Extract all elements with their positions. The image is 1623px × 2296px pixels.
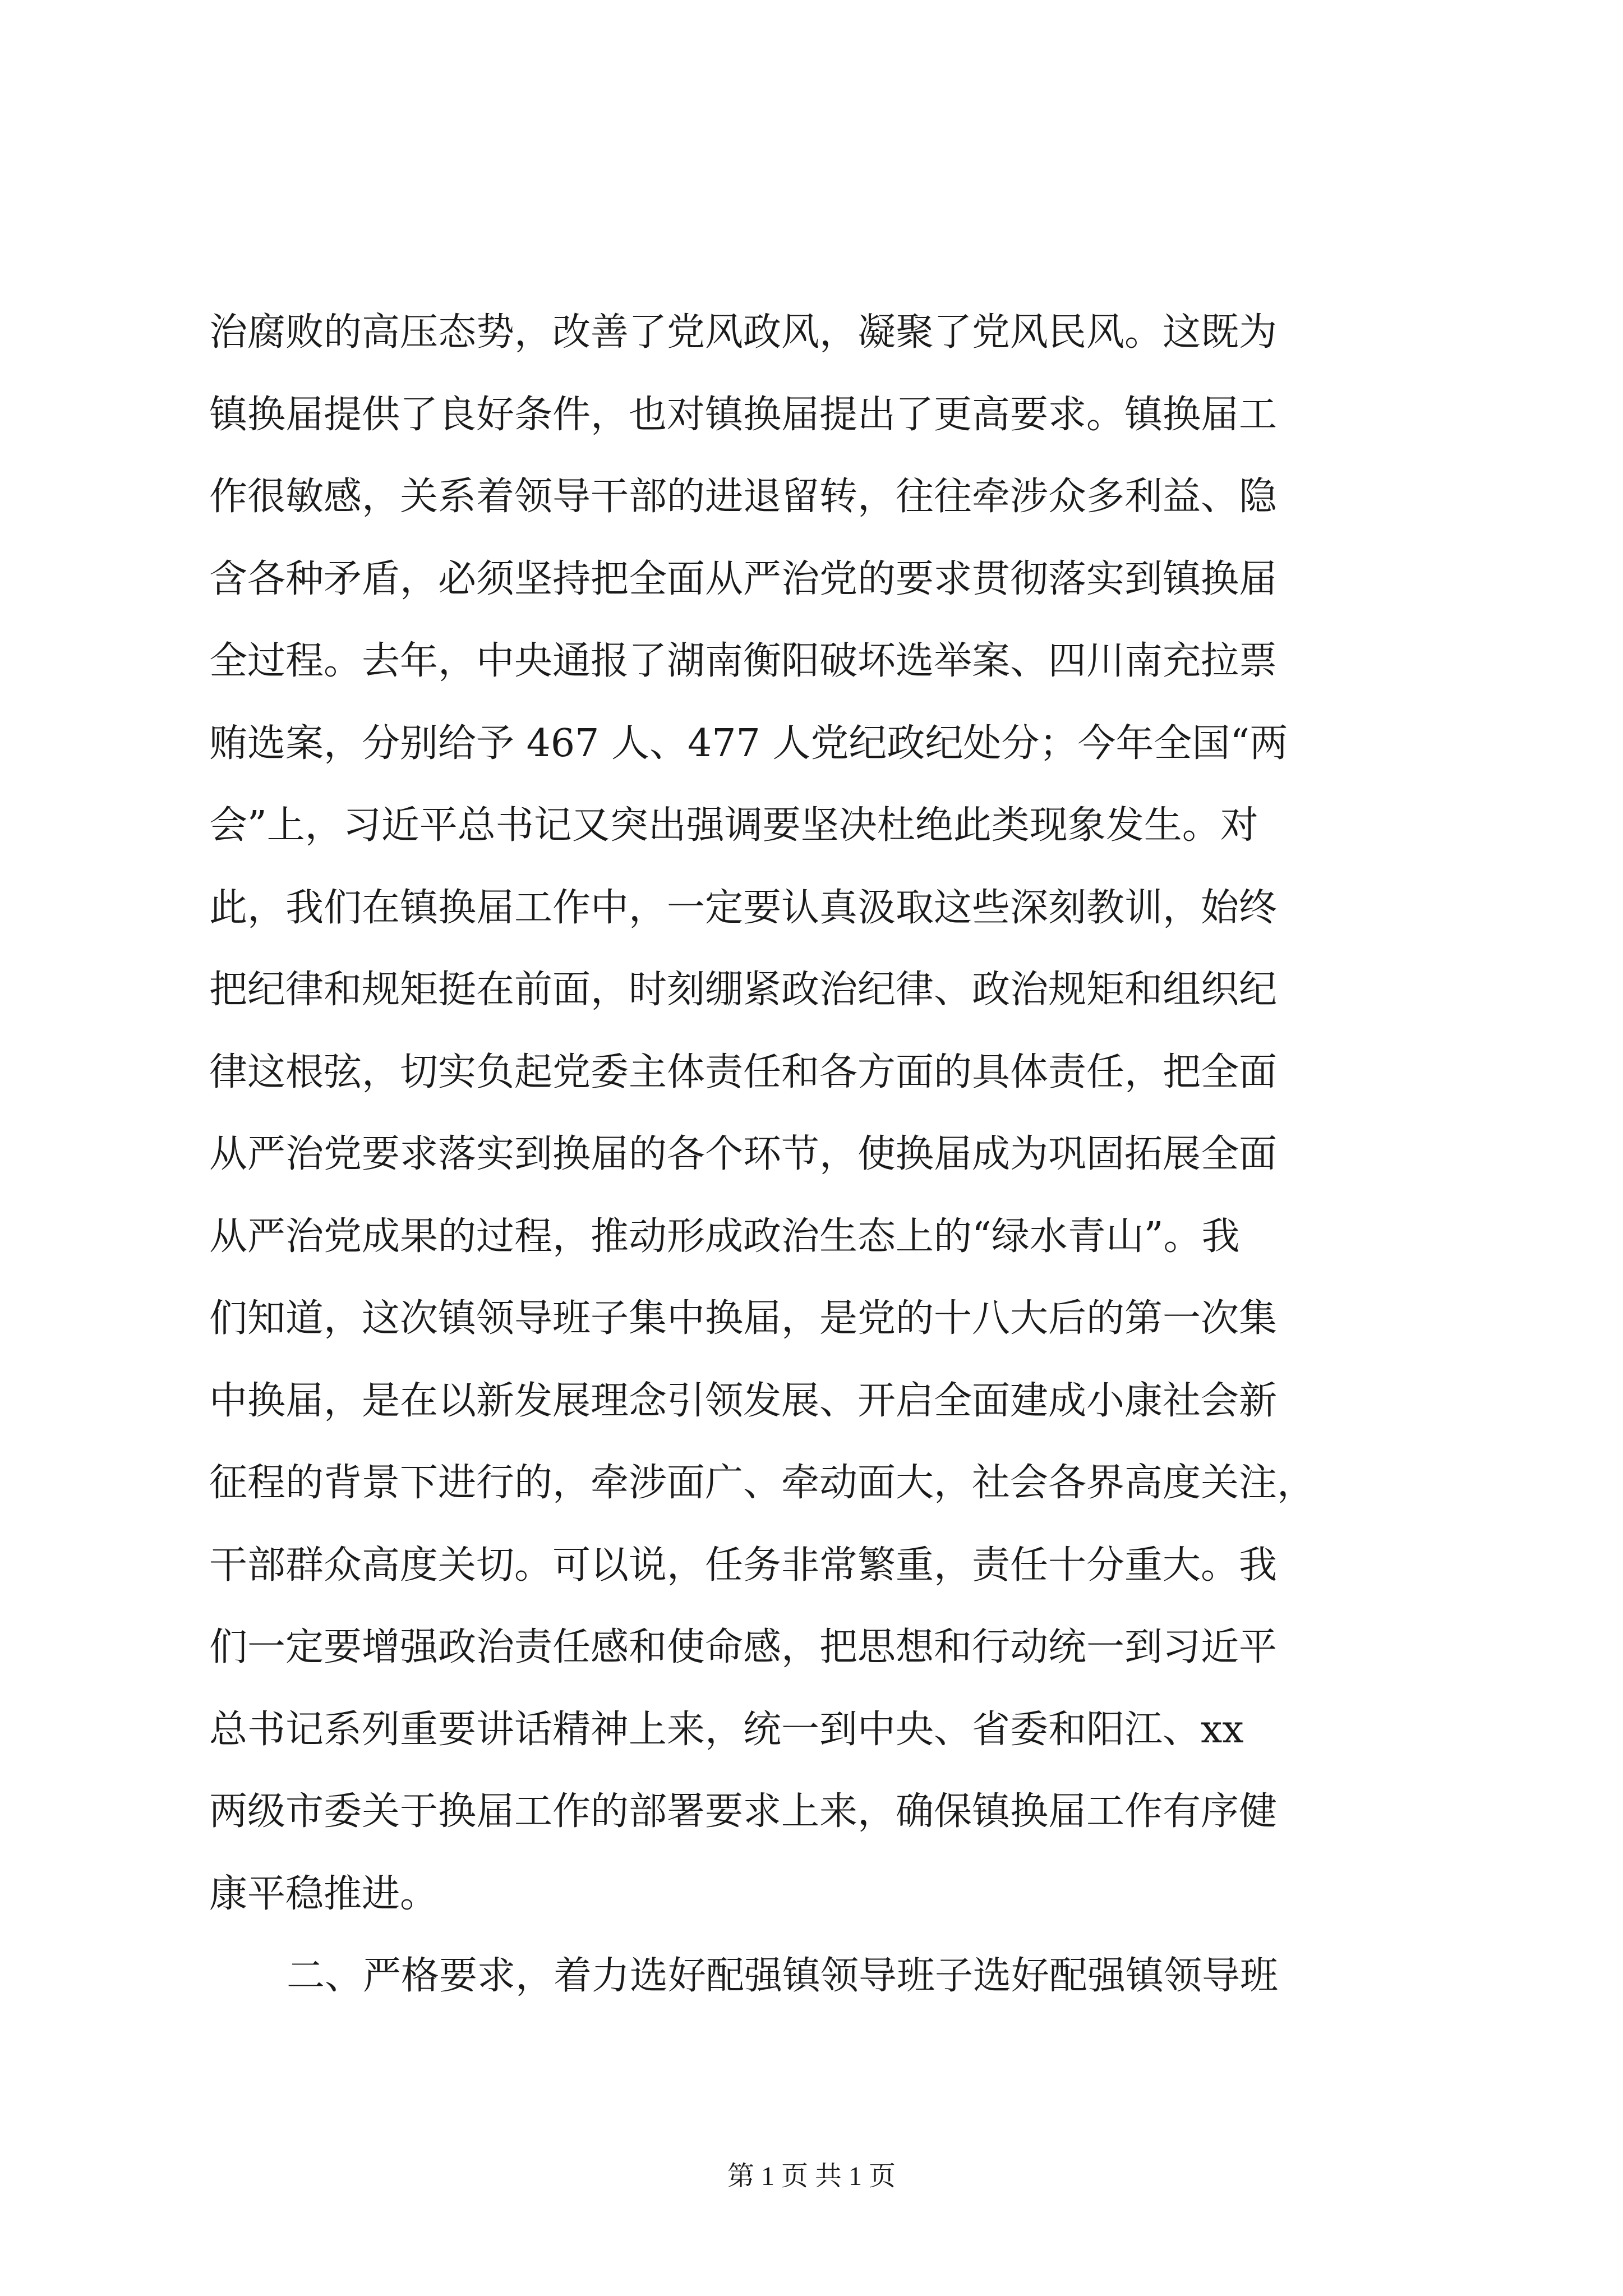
- text-line: 全过程。去年，中央通报了湖南衡阳破坏选举案、四川南充拉票: [209, 639, 1278, 683]
- text-line: 从严治党要求落实到换届的各个环节，使换届成为巩固拓展全面: [209, 1132, 1278, 1176]
- text-line: 干部群众高度关切。可以说，任务非常繁重，责任十分重大。我: [209, 1543, 1278, 1588]
- text-line: 两级市委关于换届工作的部署要求上来，确保镇换届工作有序健: [209, 1789, 1278, 1834]
- text-line: 此，我们在镇换届工作中，一定要认真汲取这些深刻教训，始终: [209, 885, 1278, 930]
- text-line: 治腐败的高压态势，改善了党风政风，凝聚了党风民风。这既为: [209, 310, 1278, 355]
- text-line: 征程的背景下进行的，牵涉面广、牵动面大，社会各界高度关注，: [209, 1461, 1316, 1505]
- section-heading-line: 二、严格要求，着力选好配强镇领导班子选好配强镇领导班: [287, 1954, 1279, 1998]
- text-line: 作很敏感，关系着领导干部的进退留转，往往牵涉众多利益、隐: [209, 475, 1278, 519]
- text-line: 会”上，习近平总书记又突出强调要坚决杜绝此类现象发生。对: [209, 803, 1258, 848]
- body-text: [209, 292, 1415, 2018]
- text-line: 贿选案，分别给予 467 人、477 人党纪政纪处分；今年全国“两: [209, 721, 1288, 766]
- text-line: 康平稳推进。: [209, 1871, 439, 1916]
- text-line: 总书记系列重要讲话精神上来，统一到中央、省委和阳江、xx: [209, 1707, 1244, 1752]
- text-line: 们一定要增强政治责任感和使命感，把思想和行动统一到习近平: [209, 1625, 1278, 1669]
- text-line: 含各种矛盾，必须坚持把全面从严治党的要求贯彻落实到镇换届: [209, 556, 1278, 601]
- text-line: 们知道，这次镇领导班子集中换届，是党的十八大后的第一次集: [209, 1296, 1278, 1341]
- page-footer: [0, 2154, 1623, 2193]
- text-line: 律这根弦，切实负起党委主体责任和各方面的具体责任，把全面: [209, 1050, 1278, 1094]
- text-line: 从严治党成果的过程，推动形成政治生态上的“绿水青山”。我: [209, 1214, 1240, 1259]
- text-line: 中换届，是在以新发展理念引领发展、开启全面建成小康社会新: [209, 1378, 1278, 1423]
- page-number-label: 第 1 页 共 1 页: [727, 2161, 896, 2191]
- text-line: 把纪律和规矩挺在前面，时刻绷紧政治纪律、政治规矩和组织纪: [209, 968, 1278, 1012]
- text-line: 镇换届提供了良好条件，也对镇换届提出了更高要求。镇换届工: [209, 392, 1278, 437]
